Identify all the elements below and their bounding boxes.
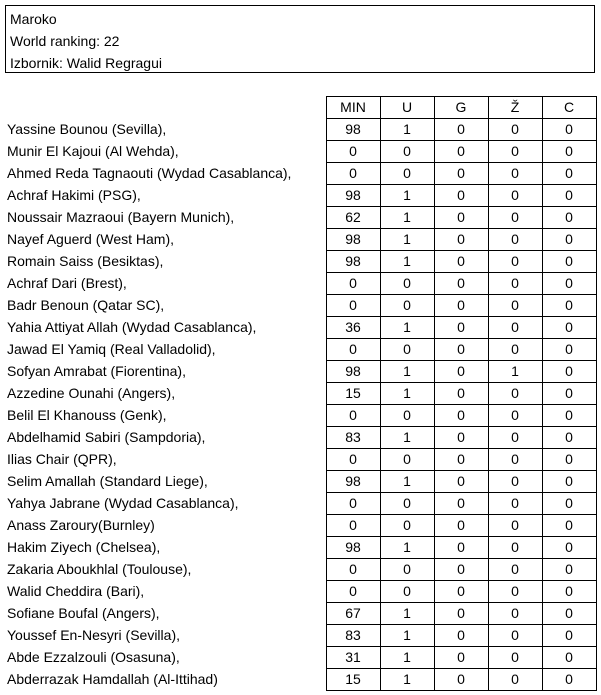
team-ranking: World ranking: 22 xyxy=(10,33,120,49)
stat-cell-min: 98 xyxy=(326,119,380,141)
stat-cell-min: 0 xyxy=(326,339,380,361)
stat-cell-g: 0 xyxy=(434,141,488,163)
stat-cell-u: 1 xyxy=(380,669,434,691)
table-row xyxy=(5,163,596,185)
stat-cell-g: 0 xyxy=(434,361,488,383)
stat-cell-min: 0 xyxy=(326,559,380,581)
stat-cell-c: 0 xyxy=(542,273,596,295)
stat-cell-c: 0 xyxy=(542,317,596,339)
stat-cell-c: 0 xyxy=(542,625,596,647)
stat-cell-z: 0 xyxy=(488,207,542,229)
stat-cell-g: 0 xyxy=(434,625,488,647)
stat-cell-min: 0 xyxy=(326,515,380,537)
stat-cell-min: 98 xyxy=(326,251,380,273)
player-name: Munir El Kajoui (Al Wehda), xyxy=(7,143,179,159)
table-row xyxy=(5,141,596,163)
stat-cell-z: 0 xyxy=(488,295,542,317)
stat-cell-z: 0 xyxy=(488,493,542,515)
stat-cell-min: 0 xyxy=(326,449,380,471)
stat-cell-u: 1 xyxy=(380,119,434,141)
stat-cell-min: 0 xyxy=(326,581,380,603)
stat-cell-u: 1 xyxy=(380,383,434,405)
table-row xyxy=(5,471,596,493)
table-row xyxy=(5,295,596,317)
stat-cell-g: 0 xyxy=(434,185,488,207)
stat-cell-g: 0 xyxy=(434,229,488,251)
stat-cell-u: 0 xyxy=(380,449,434,471)
stat-cell-z: 0 xyxy=(488,163,542,185)
stat-cell-c: 0 xyxy=(542,185,596,207)
stat-cell-c: 0 xyxy=(542,537,596,559)
table-row xyxy=(5,383,596,405)
table-row xyxy=(5,669,596,691)
table-row xyxy=(5,405,596,427)
stat-cell-c: 0 xyxy=(542,119,596,141)
stat-cell-g: 0 xyxy=(434,383,488,405)
player-name: Noussair Mazraoui (Bayern Munich), xyxy=(7,209,235,225)
stat-cell-min: 31 xyxy=(326,647,380,669)
stat-cell-z: 0 xyxy=(488,537,542,559)
stat-cell-g: 0 xyxy=(434,119,488,141)
table-row xyxy=(5,559,596,581)
table-row xyxy=(5,317,596,339)
table-row xyxy=(5,603,596,625)
stat-cell-u: 0 xyxy=(380,581,434,603)
stat-cell-g: 0 xyxy=(434,515,488,537)
stat-cell-z: 0 xyxy=(488,625,542,647)
stat-cell-g: 0 xyxy=(434,427,488,449)
stat-cell-u: 1 xyxy=(380,471,434,493)
player-name: Yahia Attiyat Allah (Wydad Casablanca), xyxy=(7,319,257,335)
stat-cell-z: 0 xyxy=(488,273,542,295)
stat-cell-g: 0 xyxy=(434,603,488,625)
stat-cell-min: 15 xyxy=(326,383,380,405)
stat-cell-c: 0 xyxy=(542,163,596,185)
stat-cell-z: 0 xyxy=(488,647,542,669)
stat-cell-u: 1 xyxy=(380,625,434,647)
stat-cell-u: 0 xyxy=(380,273,434,295)
stat-cell-c: 0 xyxy=(542,251,596,273)
player-name: Walid Cheddira (Bari), xyxy=(7,583,145,599)
player-name: Belil El Khanouss (Genk), xyxy=(7,407,167,423)
table-row xyxy=(5,625,596,647)
stat-cell-z: 0 xyxy=(488,317,542,339)
stat-cell-u: 1 xyxy=(380,229,434,251)
stat-cell-c: 0 xyxy=(542,141,596,163)
stat-cell-min: 98 xyxy=(326,229,380,251)
team-info-box xyxy=(5,5,595,73)
table-row xyxy=(5,537,596,559)
stat-cell-z: 0 xyxy=(488,141,542,163)
stat-cell-z: 0 xyxy=(488,669,542,691)
stat-cell-c: 0 xyxy=(542,405,596,427)
stat-cell-c: 0 xyxy=(542,229,596,251)
stat-cell-min: 0 xyxy=(326,295,380,317)
column-header-min: MIN xyxy=(326,97,380,119)
player-name: Hakim Ziyech (Chelsea), xyxy=(7,539,161,555)
column-header-u: U xyxy=(380,97,434,119)
column-header-c: C xyxy=(542,97,596,119)
stat-cell-u: 0 xyxy=(380,405,434,427)
stat-cell-g: 0 xyxy=(434,669,488,691)
stat-cell-z: 0 xyxy=(488,251,542,273)
stat-cell-z: 0 xyxy=(488,559,542,581)
player-name: Azzedine Ounahi (Angers), xyxy=(7,385,176,401)
player-name: Romain Saiss (Besiktas), xyxy=(7,253,164,269)
stat-cell-g: 0 xyxy=(434,317,488,339)
player-name: Sofyan Amrabat (Fiorentina), xyxy=(7,363,186,379)
stat-cell-c: 0 xyxy=(542,339,596,361)
stat-cell-z: 0 xyxy=(488,603,542,625)
stat-cell-c: 0 xyxy=(542,427,596,449)
stat-cell-c: 0 xyxy=(542,647,596,669)
table-row xyxy=(5,449,596,471)
stat-cell-g: 0 xyxy=(434,405,488,427)
stat-cell-min: 15 xyxy=(326,669,380,691)
stat-cell-c: 0 xyxy=(542,449,596,471)
stat-cell-u: 0 xyxy=(380,141,434,163)
stat-cell-u: 1 xyxy=(380,427,434,449)
stat-cell-min: 83 xyxy=(326,625,380,647)
stat-cell-c: 0 xyxy=(542,361,596,383)
stat-cell-z: 0 xyxy=(488,449,542,471)
table-row xyxy=(5,229,596,251)
stat-cell-u: 1 xyxy=(380,317,434,339)
stat-cell-z: 0 xyxy=(488,383,542,405)
stat-cell-min: 36 xyxy=(326,317,380,339)
stat-cell-min: 98 xyxy=(326,361,380,383)
stat-cell-z: 0 xyxy=(488,119,542,141)
stat-cell-c: 0 xyxy=(542,383,596,405)
player-name: Yahya Jabrane (Wydad Casablanca), xyxy=(7,495,239,511)
team-coach: Izbornik: Walid Regragui xyxy=(10,55,162,71)
stat-cell-g: 0 xyxy=(434,251,488,273)
player-name: Zakaria Aboukhlal (Toulouse), xyxy=(7,561,192,577)
stat-cell-c: 0 xyxy=(542,559,596,581)
stat-cell-u: 0 xyxy=(380,339,434,361)
stat-cell-min: 0 xyxy=(326,405,380,427)
stat-cell-z: 0 xyxy=(488,339,542,361)
table-row xyxy=(5,185,596,207)
player-name: Achraf Dari (Brest), xyxy=(7,275,127,291)
stat-cell-u: 0 xyxy=(380,163,434,185)
table-row xyxy=(5,273,596,295)
stat-cell-c: 0 xyxy=(542,471,596,493)
stat-cell-u: 0 xyxy=(380,493,434,515)
stat-cell-z: 0 xyxy=(488,185,542,207)
stat-cell-g: 0 xyxy=(434,163,488,185)
player-name: Yassine Bounou (Sevilla), xyxy=(7,121,167,137)
table-row xyxy=(5,251,596,273)
table-row xyxy=(5,339,596,361)
table-row xyxy=(5,207,596,229)
player-stats-table xyxy=(5,96,597,691)
stat-cell-u: 0 xyxy=(380,559,434,581)
column-header-g: G xyxy=(434,97,488,119)
player-name: Abderrazak Hamdallah (Al-Ittihad) xyxy=(7,671,218,687)
stat-cell-u: 1 xyxy=(380,647,434,669)
stat-cell-min: 67 xyxy=(326,603,380,625)
stat-cell-g: 0 xyxy=(434,559,488,581)
player-name: Selim Amallah (Standard Liege), xyxy=(7,473,208,489)
column-header-z: Ž xyxy=(488,97,542,119)
stat-cell-u: 0 xyxy=(380,295,434,317)
stat-cell-g: 0 xyxy=(434,471,488,493)
stat-cell-g: 0 xyxy=(434,449,488,471)
stat-cell-u: 1 xyxy=(380,361,434,383)
stat-cell-c: 0 xyxy=(542,581,596,603)
stat-cell-z: 0 xyxy=(488,427,542,449)
stat-cell-min: 62 xyxy=(326,207,380,229)
player-name: Nayef Aguerd (West Ham), xyxy=(7,231,175,247)
player-name: Abde Ezzalzouli (Osasuna), xyxy=(7,649,180,665)
player-name: Ilias Chair (QPR), xyxy=(7,451,117,467)
table-row xyxy=(5,515,596,537)
player-name: Abdelhamid Sabiri (Sampdoria), xyxy=(7,429,206,445)
stat-cell-min: 98 xyxy=(326,185,380,207)
player-name: Ahmed Reda Tagnaouti (Wydad Casablanca), xyxy=(7,165,292,181)
stat-cell-u: 1 xyxy=(380,537,434,559)
stat-cell-c: 0 xyxy=(542,295,596,317)
stat-cell-u: 1 xyxy=(380,603,434,625)
table-row xyxy=(5,119,596,141)
player-column-header xyxy=(5,97,326,119)
table-row xyxy=(5,581,596,603)
stat-cell-c: 0 xyxy=(542,669,596,691)
table-row xyxy=(5,361,596,383)
stat-cell-z: 0 xyxy=(488,515,542,537)
table-header-row xyxy=(5,97,596,119)
stat-cell-z: 0 xyxy=(488,405,542,427)
stat-cell-min: 0 xyxy=(326,141,380,163)
stat-cell-u: 0 xyxy=(380,515,434,537)
stat-cell-c: 0 xyxy=(542,603,596,625)
stat-cell-g: 0 xyxy=(434,295,488,317)
stat-cell-u: 1 xyxy=(380,185,434,207)
stat-cell-c: 0 xyxy=(542,515,596,537)
stat-cell-g: 0 xyxy=(434,581,488,603)
player-name: Badr Benoun (Qatar SC), xyxy=(7,297,165,313)
stat-cell-g: 0 xyxy=(434,647,488,669)
stat-cell-min: 83 xyxy=(326,427,380,449)
stat-cell-c: 0 xyxy=(542,493,596,515)
stat-cell-min: 0 xyxy=(326,273,380,295)
stat-cell-u: 1 xyxy=(380,251,434,273)
player-name: Jawad El Yamiq (Real Valladolid), xyxy=(7,341,216,357)
stat-cell-z: 0 xyxy=(488,229,542,251)
player-name: Sofiane Boufal (Angers), xyxy=(7,605,160,621)
table-row xyxy=(5,493,596,515)
player-name: Achraf Hakimi (PSG), xyxy=(7,187,141,203)
stat-cell-g: 0 xyxy=(434,537,488,559)
stat-cell-min: 98 xyxy=(326,471,380,493)
team-country: Maroko xyxy=(10,11,57,27)
stat-cell-g: 0 xyxy=(434,339,488,361)
stat-cell-g: 0 xyxy=(434,493,488,515)
table-row xyxy=(5,647,596,669)
stat-cell-min: 0 xyxy=(326,493,380,515)
stat-cell-min: 98 xyxy=(326,537,380,559)
stat-cell-g: 0 xyxy=(434,207,488,229)
stat-cell-c: 0 xyxy=(542,207,596,229)
stat-cell-z: 0 xyxy=(488,581,542,603)
player-name: Anass Zaroury(Burnley) xyxy=(7,517,155,533)
stat-cell-g: 0 xyxy=(434,273,488,295)
stat-cell-min: 0 xyxy=(326,163,380,185)
table-row xyxy=(5,427,596,449)
player-name: Youssef En-Nesyri (Sevilla), xyxy=(7,627,180,643)
stat-cell-u: 1 xyxy=(380,207,434,229)
stat-cell-z: 1 xyxy=(488,361,542,383)
stat-cell-z: 0 xyxy=(488,471,542,493)
